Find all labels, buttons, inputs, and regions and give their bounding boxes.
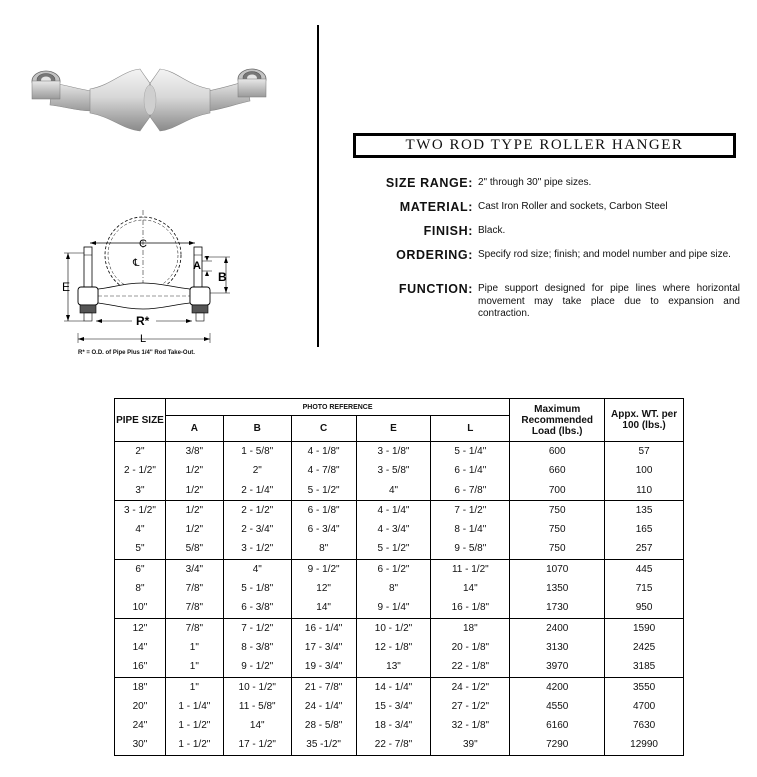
- spec-value: Specify rod size; finish; and model number and pipe size.: [478, 249, 731, 260]
- header-photo-reference: PHOTO REFERENCE: [165, 399, 509, 416]
- table-cell-group: [431, 442, 510, 501]
- table-cell: 21 - 7/8": [304, 681, 343, 693]
- table-cell: 3130: [546, 641, 569, 653]
- table-cell: 12": [132, 622, 148, 634]
- table-cell: 6 - 7/8": [454, 484, 487, 496]
- table-row-group: [115, 559, 684, 618]
- table-cell: 18 - 3/4": [374, 720, 413, 732]
- header-e: E: [356, 416, 431, 442]
- table-cell: 1 - 1/4": [178, 700, 211, 712]
- table-cell: 16": [132, 661, 148, 673]
- table-cell: 20 - 1/8": [451, 641, 490, 653]
- table-cell-group: [431, 559, 510, 618]
- table-cell-group: [431, 618, 510, 677]
- table-cell: 6 - 1/8": [307, 504, 340, 516]
- table-cell-group: [605, 442, 684, 501]
- table-cell-group: [223, 618, 291, 677]
- table-cell: 1/2": [185, 504, 204, 516]
- table-cell: 22 - 1/8": [451, 661, 490, 673]
- table-cell-group: [165, 442, 223, 501]
- table-cell-group: [115, 618, 166, 677]
- dim-label-a: A: [193, 260, 201, 272]
- dim-label-b: B: [218, 270, 227, 284]
- table-cell: 19 - 3/4": [304, 661, 343, 673]
- table-cell: 4 - 7/8": [307, 465, 340, 477]
- table-cell: 1": [189, 681, 199, 693]
- spec-label: FUNCTION:: [398, 282, 473, 296]
- table-cell: 750: [548, 524, 566, 536]
- table-cell-group: [291, 618, 356, 677]
- table-cell-group: [510, 559, 605, 618]
- table-cell: 1590: [632, 622, 656, 634]
- table-cell: 16 - 1/8": [451, 602, 490, 614]
- table-cell: 8 - 1/4": [454, 524, 487, 536]
- table-cell: 11 - 1/2": [451, 563, 489, 575]
- table-cell-group: [356, 618, 431, 677]
- table-cell: 6 - 3/4": [307, 524, 340, 536]
- table-cell: 5/8": [185, 543, 204, 555]
- spec-label: SIZE RANGE:: [385, 176, 473, 190]
- table-cell: 28 - 5/8": [304, 720, 343, 732]
- spec-value: Cast Iron Roller and sockets, Carbon Steel: [478, 201, 668, 212]
- table-cell: 27 - 1/2": [451, 700, 490, 712]
- table-cell: 257: [635, 543, 653, 555]
- table-cell-group: [356, 559, 431, 618]
- table-cell-group: [510, 618, 605, 677]
- table-cell-group: [356, 500, 431, 559]
- table-cell: 10 - 1/2": [374, 622, 413, 634]
- table-cell: 7/8": [185, 583, 204, 595]
- table-cell: 2": [252, 465, 262, 477]
- table-cell: 9 - 1/2": [241, 661, 274, 673]
- table-cell: 1/2": [185, 465, 204, 477]
- table-cell-group: [291, 559, 356, 618]
- spec-finish: [350, 224, 740, 238]
- table-cell: 20": [132, 700, 148, 712]
- table-cell: 24 - 1/4": [304, 700, 343, 712]
- table-cell: 12": [316, 583, 331, 595]
- table-cell: 17 - 3/4": [304, 641, 343, 653]
- table-cell: 15 - 3/4": [374, 700, 413, 712]
- table-cell-group: [115, 559, 166, 618]
- table-cell: 100: [635, 465, 653, 477]
- table-cell-group: [115, 677, 166, 755]
- table-row-group: [115, 442, 684, 501]
- table-cell: 7/8": [185, 602, 204, 614]
- table-cell-group: [223, 559, 291, 618]
- table-cell: 8": [388, 583, 399, 595]
- table-cell: 1/2": [185, 484, 204, 496]
- table-cell: 7630: [632, 720, 656, 732]
- table-cell-group: [510, 442, 605, 501]
- table-cell: 24": [132, 720, 148, 732]
- spec-size-range: [350, 176, 740, 190]
- table-row-group: [115, 500, 684, 559]
- table-cell-group: [291, 677, 356, 755]
- table-cell: 10": [132, 602, 148, 614]
- table-cell: 1": [189, 641, 199, 653]
- spec-value: Pipe support designed for pipe lines where horizontal movement may take place due to expansion and contraction.: [478, 283, 740, 319]
- table-cell: 1730: [546, 602, 569, 614]
- spec-label: MATERIAL:: [399, 200, 473, 214]
- table-cell: 3/8": [185, 446, 204, 457]
- table-cell: 5": [135, 543, 145, 555]
- table-cell: 7290: [546, 739, 569, 751]
- table-cell: 1 - 1/2": [178, 739, 211, 751]
- table-cell: 8": [135, 583, 145, 595]
- table-cell: 4 - 1/8": [307, 446, 340, 457]
- table-cell-group: [223, 677, 291, 755]
- table-cell-group: [291, 442, 356, 501]
- spec-value: Black.: [478, 225, 506, 236]
- table-cell: 24 - 1/2": [451, 681, 490, 693]
- table-cell: 750: [548, 504, 566, 516]
- table-cell: 8 - 3/8": [241, 641, 274, 653]
- table-cell-group: [431, 677, 510, 755]
- table-cell: 3 - 1/2": [124, 504, 156, 516]
- table-row-group: [115, 677, 684, 755]
- title-box: [353, 133, 736, 158]
- table-cell: 5 - 1/2": [377, 543, 410, 555]
- table-cell: 14": [316, 602, 331, 614]
- table-cell: 39": [462, 739, 478, 751]
- table-cell: 3 - 1/8": [377, 446, 410, 457]
- table-cell-group: [356, 677, 431, 755]
- table-cell: 2425: [632, 641, 656, 653]
- table-cell: 715: [635, 583, 653, 595]
- table-cell: 30": [132, 739, 148, 751]
- table-cell: 3": [135, 484, 145, 496]
- table-cell-group: [605, 500, 684, 559]
- table-cell: 1 - 5/8": [241, 446, 274, 457]
- table-cell: 660: [548, 465, 566, 477]
- table-cell-group: [431, 500, 510, 559]
- table-cell-group: [223, 442, 291, 501]
- table-cell: 6 - 3/8": [241, 602, 274, 614]
- table-cell-group: [605, 559, 684, 618]
- header-weight: Appx. WT. per 100 (lbs.): [605, 399, 684, 442]
- table-cell: 32 - 1/8": [451, 720, 490, 732]
- page-title: TWO ROD TYPE ROLLER HANGER: [405, 137, 684, 153]
- table-cell: 950: [635, 602, 653, 614]
- table-cell: 57: [638, 446, 650, 457]
- table-cell: 2 - 1/2": [124, 465, 156, 477]
- table-cell: 3 - 1/2": [241, 543, 274, 555]
- table-cell: 14": [462, 583, 478, 595]
- table-cell: 4": [252, 563, 262, 575]
- table-cell: 4": [135, 524, 145, 536]
- spec-label: FINISH:: [423, 224, 473, 238]
- table-cell: 18": [462, 622, 478, 634]
- table-cell: 4": [388, 484, 399, 496]
- table-cell: 13": [386, 661, 401, 673]
- header-a: A: [165, 416, 223, 442]
- table-cell: 6 - 1/4": [454, 465, 487, 477]
- table-cell: 1/2": [185, 524, 204, 536]
- dim-label-c: C: [139, 238, 147, 250]
- table-cell: 1": [189, 661, 199, 673]
- table-cell: 12 - 1/8": [374, 641, 413, 653]
- table-cell: 1350: [546, 583, 569, 595]
- spec-function: [350, 282, 740, 321]
- table-cell-group: [165, 500, 223, 559]
- table-cell-group: [291, 500, 356, 559]
- table-cell: 2 - 1/4": [241, 484, 274, 496]
- dimension-diagram: [40, 205, 240, 365]
- product-photo: [22, 55, 277, 140]
- table-cell: 4 - 3/4": [377, 524, 410, 536]
- table-cell-group: [115, 442, 166, 501]
- table-cell: 700: [548, 484, 566, 496]
- table-cell: 17 - 1/2": [238, 739, 276, 751]
- table-cell: 10 - 1/2": [238, 681, 276, 693]
- table-cell: 110: [636, 484, 653, 496]
- table-cell: 18": [132, 681, 148, 693]
- header-c: C: [291, 416, 356, 442]
- table-cell: 9 - 1/2": [307, 563, 340, 575]
- table-cell: 8": [319, 543, 329, 555]
- table-cell-group: [115, 500, 166, 559]
- dim-label-l: L: [140, 333, 147, 345]
- table-cell: 35 -1/2": [306, 739, 341, 751]
- table-cell-group: [165, 618, 223, 677]
- table-cell: 3 - 5/8": [377, 465, 410, 477]
- table-cell: 4700: [632, 700, 656, 712]
- spec-label: ORDERING:: [396, 248, 473, 262]
- table-cell: 2400: [546, 622, 569, 634]
- table-cell: 3970: [546, 661, 569, 673]
- table-cell: 7/8": [185, 622, 204, 634]
- diagram-caption: R* = O.D. of Pipe Plus 1/4" Rod Take-Out.: [78, 350, 195, 356]
- table-body: [115, 442, 684, 756]
- vertical-divider: [317, 25, 319, 347]
- table-cell: 3185: [632, 661, 656, 673]
- table-cell: 4200: [546, 681, 569, 693]
- table-cell: 1070: [546, 563, 569, 575]
- table-cell-group: [223, 500, 291, 559]
- dim-label-r: R*: [136, 314, 150, 328]
- spec-material: [350, 200, 740, 216]
- table-cell: 3/4": [185, 563, 204, 575]
- table-cell-group: [356, 442, 431, 501]
- table-cell: 750: [548, 543, 566, 555]
- dim-label-e: E: [62, 280, 71, 294]
- table-cell: 1 - 1/2": [178, 720, 211, 732]
- table-cell: 14": [249, 720, 265, 732]
- table-cell: 12990: [630, 739, 658, 751]
- table-cell: 135: [635, 504, 653, 516]
- table-cell: 5 - 1/8": [241, 583, 274, 595]
- table-cell: 16 - 1/4": [304, 622, 343, 634]
- table-cell: 7 - 1/2": [454, 504, 487, 516]
- table-cell-group: [510, 500, 605, 559]
- header-b: B: [223, 416, 291, 442]
- header-max-load: Maximum Recommended Load (lbs.): [510, 399, 605, 442]
- table-cell: 5 - 1/2": [307, 484, 340, 496]
- table-cell: 600: [548, 446, 566, 457]
- spec-ordering: [350, 248, 740, 262]
- table-cell: 9 - 1/4": [377, 602, 410, 614]
- table-cell: 2 - 1/2": [241, 504, 274, 516]
- table-cell: 165: [635, 524, 653, 536]
- table-cell: 14": [132, 641, 148, 653]
- header-l: L: [431, 416, 510, 442]
- dim-label-centerline: ℄: [133, 258, 140, 269]
- table-cell: 3550: [632, 681, 656, 693]
- table-cell: 2": [135, 446, 145, 457]
- table-cell-group: [605, 618, 684, 677]
- table-cell: 445: [635, 563, 653, 575]
- table-cell: 9 - 5/8": [454, 543, 487, 555]
- table-cell: 11 - 5/8": [238, 700, 276, 712]
- spec-table: [114, 398, 684, 756]
- table-cell: 6": [135, 563, 145, 575]
- table-cell: 6 - 1/2": [377, 563, 410, 575]
- table-cell-group: [510, 677, 605, 755]
- table-cell-group: [165, 559, 223, 618]
- header-pipe-size: PIPE SIZE: [115, 399, 166, 442]
- table-cell-group: [165, 677, 223, 755]
- spec-value: 2" through 30" pipe sizes.: [478, 177, 592, 188]
- table-cell: 22 - 7/8": [374, 739, 413, 751]
- table-cell: 5 - 1/4": [454, 446, 487, 457]
- table-cell: 4 - 1/4": [377, 504, 410, 516]
- table-cell: 4550: [546, 700, 569, 712]
- table-cell: 6160: [546, 720, 569, 732]
- table-cell: 14 - 1/4": [374, 681, 413, 693]
- table-cell-group: [605, 677, 684, 755]
- table-cell: 7 - 1/2": [241, 622, 274, 634]
- table-row-group: [115, 618, 684, 677]
- table-cell: 2 - 3/4": [241, 524, 274, 536]
